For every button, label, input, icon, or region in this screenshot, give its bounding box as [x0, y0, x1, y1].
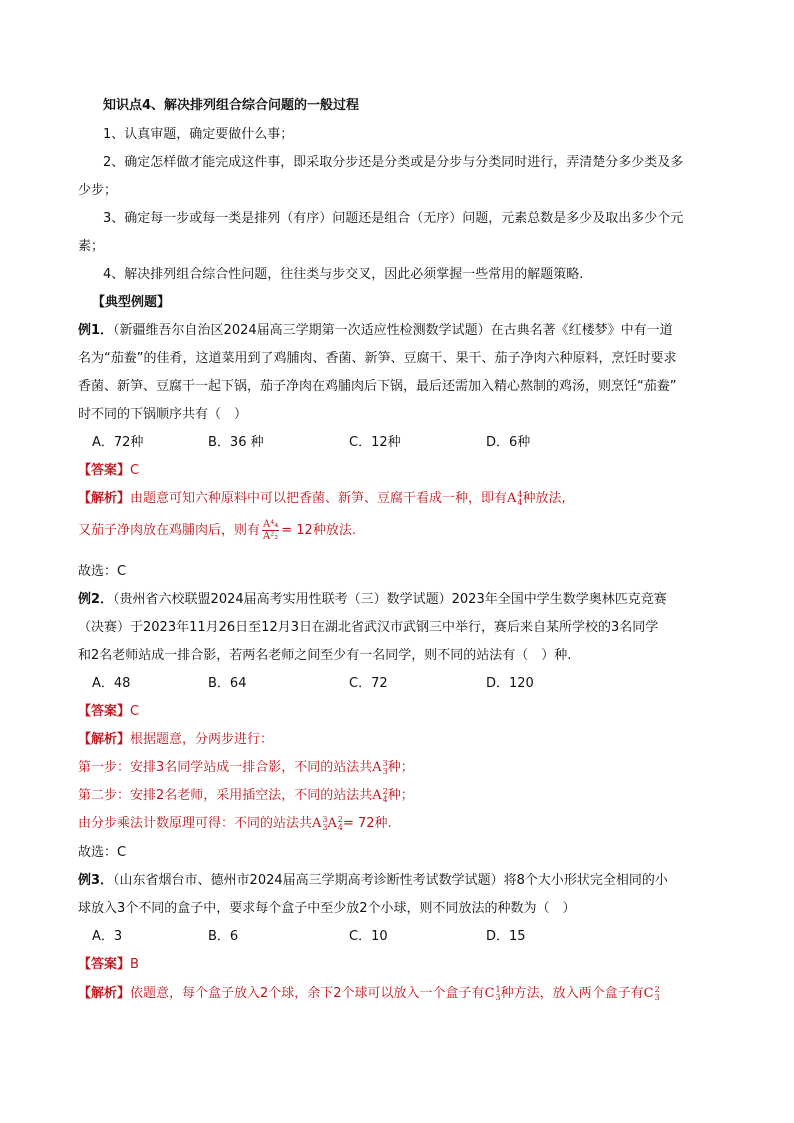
example-1-line-2: 名为“茄鲞”的佳肴，这道菜用到了鸡脯肉、香菌、新笋、豆腐干、果干、茄子净肉六种原料，烹饪时要求 [78, 351, 677, 366]
example-1-choose: 故选：C [78, 564, 127, 579]
example-2-step-3: 由分步乘法计数原理可得：不同的站法共A 3 3 A 2 4 = 72种. [78, 814, 392, 832]
example-3-answer: 【答案】B [78, 957, 139, 972]
section-title: 【典型例题】 [92, 295, 171, 310]
example-1-analysis-1: 【解析】由题意可知六种原料中可以把香菌、新笋、豆腐干看成一种，即有A 4 4 种放法, [78, 489, 566, 507]
knowledge-point-2-cont: 少步； [78, 183, 118, 198]
example-2-line-1: 例2．（贵州省六校联盟2024届高考实用性联考（三）数学试题）2023年全国中学生数学奥林匹克竞赛 [78, 592, 667, 607]
example-2-label: 例2． [78, 592, 114, 607]
example-1-label: 例1． [78, 323, 114, 338]
knowledge-title: 知识点4、解决排列组合综合问题的一般过程 [103, 98, 360, 113]
example-2-option-b[interactable]: B．64 [208, 676, 247, 691]
example-1-answer: 【答案】C [78, 463, 140, 478]
example-3-option-a[interactable]: A．3 [92, 929, 123, 944]
example-3-label: 例3． [78, 873, 114, 888]
example-1-line-3: 香菌、新笋、豆腐干一起下锅，茄子净肉在鸡脯肉后下锅，最后还需加入精心熬制的鸡汤，则烹饪“茄鲞” [78, 379, 677, 394]
example-1-line-4: 时不同的下锅顺序共有（ ） [78, 407, 248, 422]
example-1-option-a[interactable]: A．72种 [92, 435, 144, 450]
example-3-option-d[interactable]: D．15 [486, 929, 526, 944]
example-2-choose: 故选：C [78, 845, 127, 860]
example-1-analysis-2: 又茄子净肉放在鸡脯肉后，则有 $\frac{\text{A⁴₄}}{\text{A²₂}}$ = 12种放法. [78, 519, 356, 542]
knowledge-point-3-cont: 素； [78, 239, 105, 254]
example-2-option-c[interactable]: C．72 [349, 676, 388, 691]
example-1-option-d[interactable]: D．6种 [486, 435, 531, 450]
example-3-line-2: 球放入3个不同的盒子中，要求每个盒子中至少放2个小球，则不同放法的种数为（ ） [78, 901, 576, 916]
fraction: $\frac{\text{A⁴₄}}{\text{A²₂}}$ [263, 519, 279, 542]
example-2-option-a[interactable]: A．48 [92, 676, 131, 691]
example-3-analysis-1: 【解析】依题意，每个盒子放入2个球，余下2个球可以放入一个盒子有C 1 3 种方法，放入两个盒子有C 2 3 [78, 984, 660, 1002]
example-3-line-1: 例3．（山东省烟台市、德州市2024届高三学期高考诊断性考试数学试题）将8个大小形状完全相同的小 [78, 873, 668, 888]
example-1-option-c[interactable]: C．12种 [349, 435, 401, 450]
example-2-option-d[interactable]: D．120 [486, 676, 534, 691]
knowledge-point-2: 2、确定怎样做才能完成这件事，即采取分步还是分类或是分步与分类同时进行，弄清楚分多少类及多 [103, 155, 684, 170]
example-2-step-2: 第二步：安排2名老师，采用插空法，不同的站法共A 2 4 种； [78, 786, 414, 804]
example-2-line-2: （决赛）于2023年11月26日至12月3日在湖北省武汉市武钢三中举行，赛后来自某所学校的3名同学 [78, 620, 659, 635]
example-3-option-c[interactable]: C．10 [349, 929, 388, 944]
knowledge-point-1: 1、认真审题，确定要做什么事； [103, 127, 294, 142]
example-2-answer: 【答案】C [78, 704, 140, 719]
example-3-option-b[interactable]: B．6 [208, 929, 239, 944]
knowledge-point-4: 4、解决排列组合综合性问题，往往类与步交叉，因此必须掌握一些常用的解题策略. [103, 267, 584, 282]
example-2-step-1: 第一步：安排3名同学站成一排合影，不同的站法共A 3 3 种； [78, 758, 414, 776]
example-2-analysis-1: 【解析】根据题意，分两步进行： [78, 732, 274, 747]
example-2-line-3: 和2名老师站成一排合影，若两名老师之间至少有一名同学，则不同的站法有（ ）种. [78, 648, 572, 663]
example-1-option-b[interactable]: B．36 种 [208, 435, 264, 450]
knowledge-point-3: 3、确定每一步或每一类是排列（有序）问题还是组合（无序）问题，元素总数是多少及取出多少个元 [103, 211, 684, 226]
example-1-line-1: 例1．（新疆维吾尔自治区2024届高三学期第一次适应性检测数学试题）在古典名著《红楼梦》中有一道 [78, 323, 673, 338]
